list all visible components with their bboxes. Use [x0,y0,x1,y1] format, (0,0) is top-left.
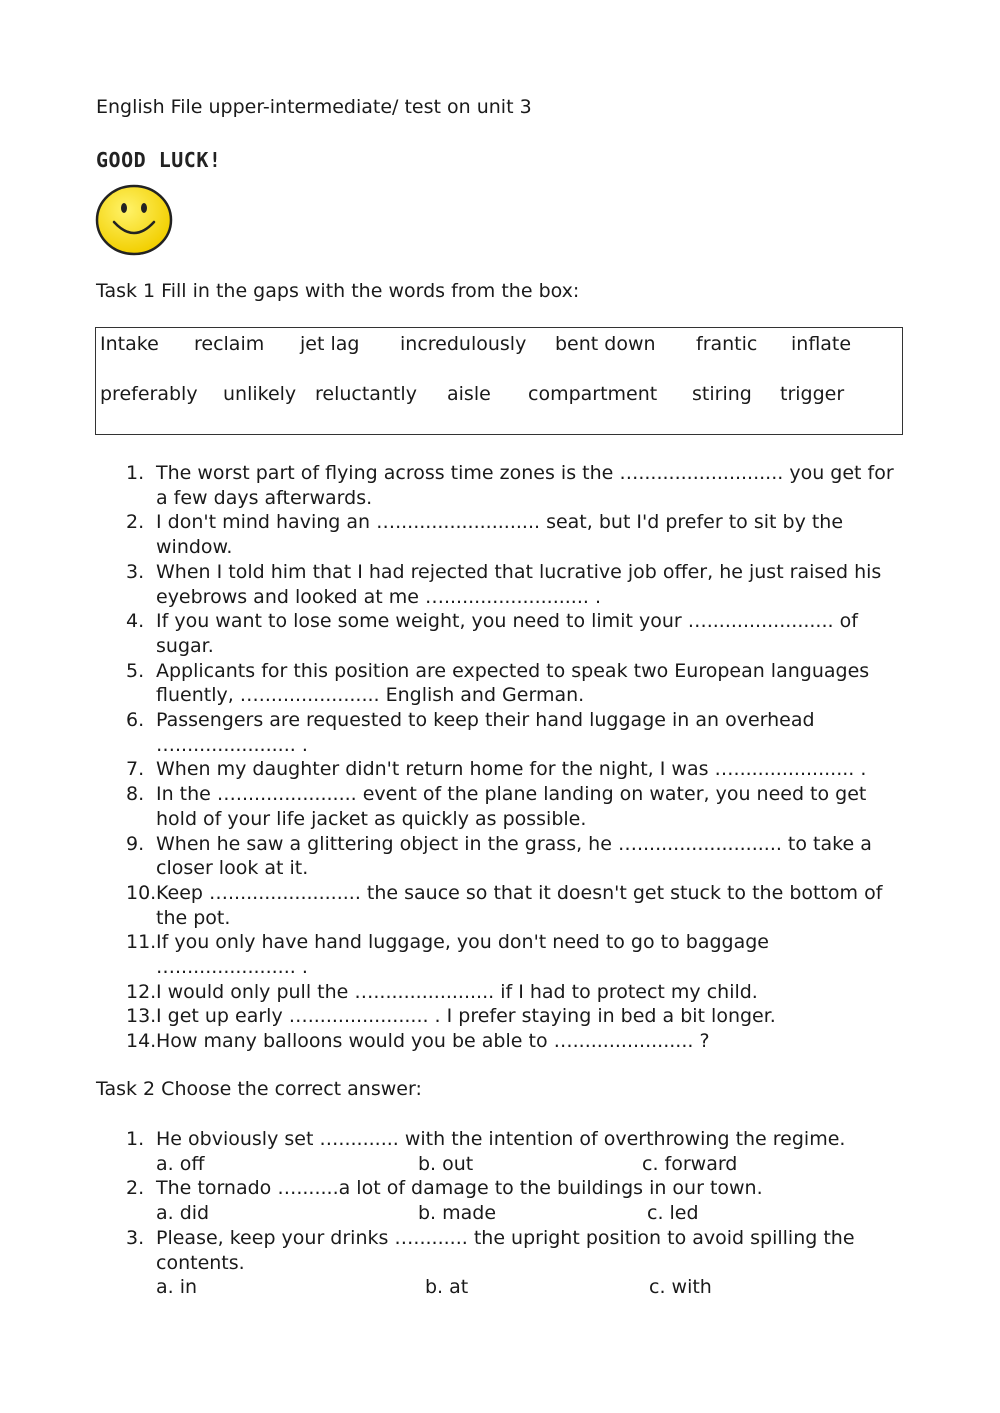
word-box-item: unlikely [223,383,297,405]
word-box-item: Intake [100,333,159,355]
item-number: 2. [126,1177,145,1200]
answer-option-b[interactable]: b. out [418,1152,474,1175]
list-item [126,757,906,782]
list-item [126,782,906,831]
item-text: Keep …...................... the sauce so that it doesn't get stuck to the bottom of the pot. [156,881,883,929]
item-text: He obviously set ….......... with the intention of overthrowing the regime. [156,1128,846,1150]
item-number: 11. [126,931,157,954]
answer-options [156,1152,906,1177]
item-number: 10. [126,881,157,904]
item-number: 1. [126,1128,145,1150]
word-box-item: stiring [692,383,752,405]
task2-heading: Task 2 Choose the correct answer: [96,1078,422,1100]
answer-options [156,1201,906,1226]
item-number: 12. [126,980,157,1003]
word-box-item: reluctantly [315,383,417,405]
word-box-item: incredulously [400,333,527,355]
word-box-item: frantic [696,333,758,355]
list-item [126,881,906,930]
list-item [126,1029,906,1054]
item-text: The worst part of flying across time zones is the …........................ you get for a few days afterwards. [156,462,894,509]
task1-list [126,461,906,1054]
answer-option-c[interactable]: c. forward [642,1152,738,1175]
item-text: The tornado ….......a lot of damage to the buildings in our town. [156,1177,763,1200]
list-item [126,1226,906,1300]
answer-option-a[interactable]: a. did [156,1202,210,1225]
list-item [126,1176,906,1225]
word-box [95,327,903,435]
item-text: When I told him that I had rejected that lucrative job offer, he just raised his eyebrows and looked at me …........................ . [156,560,882,608]
item-text: Please, keep your drinks …......... the upright position to avoid spilling the contents. [156,1226,855,1274]
item-text: When my daughter didn't return home for the night, I was ….................... . [156,758,867,781]
smiley-face-icon [94,184,174,256]
document-title: English File upper-intermediate/ test on unit 3 [96,96,532,118]
answer-option-c[interactable]: c. led [647,1202,699,1225]
list-item [126,510,906,559]
item-text: When he saw a glittering object in the grass, he …........................ to take a closer look at it. [156,832,872,880]
item-number: 13. [126,1005,157,1028]
good-luck-heading: GOOD LUCK! [96,148,222,172]
item-number: 7. [126,758,145,781]
item-text: I get up early ….................... . I prefer staying in bed a bit longer. [156,1005,776,1028]
list-item [126,1127,906,1176]
item-text: If you want to lose some weight, you need to limit your …..................... of sugar. [156,610,858,657]
item-number: 5. [126,659,145,682]
word-box-item: compartment [528,383,658,405]
list-item [126,980,906,1005]
answer-option-b[interactable]: b. at [425,1276,469,1299]
word-box-item: aisle [447,383,491,405]
list-item [126,832,906,881]
item-text: If you only have hand luggage, you don't need to go to baggage ….................... . [156,931,769,979]
item-number: 1. [126,462,145,484]
word-box-item: preferably [100,383,198,405]
list-item [126,930,906,979]
task2-list [126,1127,906,1300]
list-item [126,708,906,757]
list-item [126,1004,906,1029]
item-number: 3. [126,560,145,583]
item-number: 4. [126,610,145,633]
task1-heading: Task 1 Fill in the gaps with the words from the box: [96,280,580,302]
item-number: 9. [126,832,145,855]
word-box-item: bent down [555,333,656,355]
answer-option-c[interactable]: c. with [649,1276,712,1299]
answer-option-a[interactable]: a. off [156,1152,205,1175]
item-text: How many balloons would you be able to ….................... ? [156,1030,710,1053]
item-text: In the ….................... event of the plane landing on water, you need to get hold of your life jacket as quickly as possible. [156,783,867,830]
answer-options [156,1275,906,1300]
word-box-item: jet lag [300,333,360,355]
word-box-item: inflate [791,333,852,355]
word-box-item: trigger [780,383,845,405]
list-item [126,560,906,609]
list-item [126,609,906,658]
word-box-item: reclaim [194,333,265,355]
item-number: 6. [126,709,145,732]
list-item [126,659,906,708]
list-item [126,461,906,510]
item-text: Passengers are requested to keep their hand luggage in an overhead ….................... . [156,709,815,756]
item-number: 2. [126,511,145,534]
item-text: Applicants for this position are expected to speak two European languages fluently, ….................... English and German. [156,659,870,707]
answer-option-a[interactable]: a. in [156,1276,198,1299]
answer-option-b[interactable]: b. made [418,1202,497,1225]
item-number: 8. [126,783,145,806]
item-text: I would only pull the ….................... if I had to protect my child. [156,980,758,1003]
item-number: 3. [126,1226,145,1249]
item-text: I don't mind having an …........................ seat, but I'd prefer to sit by the window. [156,511,844,559]
item-number: 14. [126,1030,157,1053]
